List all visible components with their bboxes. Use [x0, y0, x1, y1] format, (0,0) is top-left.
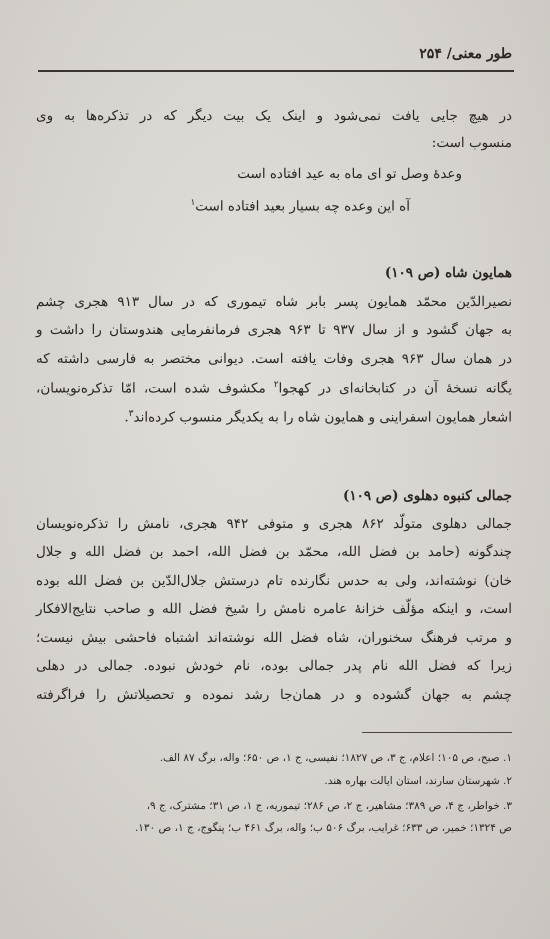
text-line: منسوب است: [431, 135, 512, 151]
footnote-mark: ۲ [273, 380, 279, 390]
poem-line-1: وعدهٔ وصل تو ای ماه به عید افتاده است [237, 166, 462, 182]
text-line: در همان سال ۹۶۳ هجری وفات یافته است. دیوانی مختصر به فارسی داشته که [36, 351, 512, 367]
header-rule [38, 70, 514, 72]
text-line: چندگونه (حامد بن فضل الله، محمّد بن فضل الله، احمد بن فضل الله و جلال [36, 544, 512, 560]
text-segment: یگانه نسخهٔ آن در کتابخانه‌ای در کهجوا [278, 380, 512, 397]
text-line [36, 381, 512, 396]
text-line: جمالی دهلوی متولّد ۸۶۲ هجری و متوفی ۹۴۲ هجری، نامش را تذکره‌نویسان [36, 516, 512, 532]
text-segment: اشعار همایون اسفراینی و همایون شاه را به یکدیگر منسوب کرده‌اند [133, 409, 512, 426]
text-line: نصیرالدّین محمّد همایون پسر بابر شاه تیموری که در سال ۹۱۳ هجری چشم [36, 294, 512, 310]
running-header: طور معنی/ ۲۵۴ [419, 46, 512, 62]
section-heading-humayun: همایون شاه (ص ۱۰۹) [384, 265, 512, 281]
text-line: اشعار همایون اسفراینی و همایون شاه را به یکدیگر منسوب کرده‌اند$^۳$. [124, 409, 512, 426]
poem-line-2-text: آه این وعده چه بسیار بعید افتاده است [195, 198, 410, 215]
text-line: در هیچ جایی یافت نمی‌شود و اینک یک بیت دیگر که در تذکره‌ها به وی [36, 108, 512, 124]
footnote: ص ۱۳۲۴؛ خمیر، ص ۶۳۳؛ غرایب، برگ ۵۰۶ ب؛ واله، برگ ۴۶۱ ب؛ پنگوج، ج ۱، ص ۱۳۰. [134, 822, 512, 834]
footnote-mark: ۱ [190, 198, 196, 208]
text-line: زیرا که فضل الله نام پدر جمالی بوده، نام خودش نبوده. جمالی در دهلی [36, 658, 512, 674]
text-segment: مکشوف شده است، امّا تذکره‌نویسان، [36, 380, 274, 397]
text-line: چشم به جهان گشوده و در همان‌جا رشد نموده و تحصیلاتش را فراگرفته [36, 687, 512, 703]
footnote-mark: ۳ [128, 409, 134, 419]
footnote-rule [362, 732, 512, 733]
text-line: خان) نوشته‌اند، ولی به حدس نگارنده تام درستش جلال‌الدّین بن فضل الله بوده [36, 573, 512, 589]
footnote: ۳. خواطر، ج ۴، ص ۳۸۹؛ مشاهیر، ج ۲، ص ۲۸۶؛ تیموریه، ج ۱، ص ۳۱؛ مشترک، ج ۹، [146, 800, 512, 812]
text-line: به جهان گشود و از سال ۹۳۷ تا ۹۶۳ هجری فرمانفرمایی هندوستان را داشت و [36, 322, 513, 338]
section-heading-jamali: جمالی کنبوه دهلوی (ص ۱۰۹) [342, 488, 512, 504]
text-line: است، و اینکه مؤلّف خزانهٔ عامره نامش را شیخ فضل الله و صاحب نتایج‌الافکار [36, 601, 512, 617]
footnote: ۱. صبح، ص ۱۰۵؛ اعلام، ج ۳، ص ۱۸۲۷؛ نفیسی، ج ۱، ص ۶۵۰؛ واله، برگ ۸۷ الف. [159, 752, 512, 764]
poem-line-2 [190, 198, 410, 215]
footnote: ۲. شهرستان سارند، استان ایالت بهاره هند. [324, 775, 512, 787]
text-line: و مرتب فرهنگ سخنوران، شاه فضل الله نوشته‌اند اشتباه فاحشی بیش نیست؛ [36, 630, 512, 646]
